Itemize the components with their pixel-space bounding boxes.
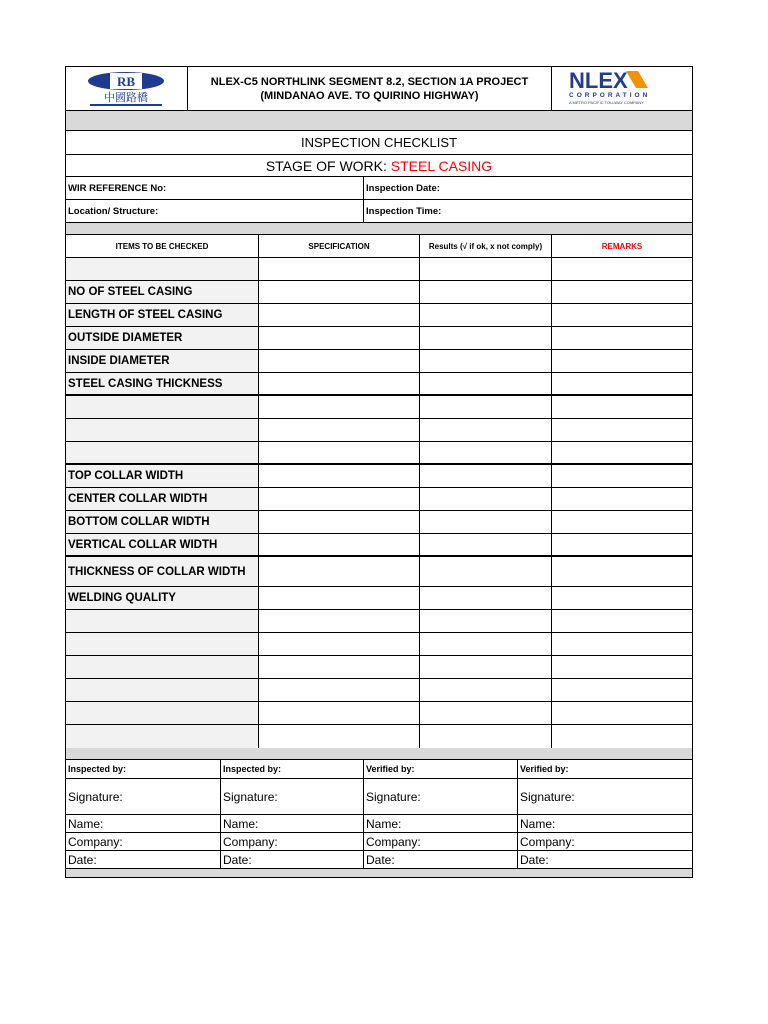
remarks-cell[interactable] (552, 656, 692, 678)
item-label: VERTICAL COLLAR WIDTH (66, 534, 259, 555)
result-cell[interactable] (420, 396, 552, 418)
stage-label: STAGE OF WORK: (265, 157, 387, 174)
rb-logo (66, 67, 188, 110)
spec-cell[interactable] (259, 281, 420, 303)
signoff-head: Verified by: (520, 764, 569, 774)
result-cell[interactable] (420, 511, 552, 533)
remarks-cell[interactable] (552, 511, 692, 533)
item-label: WELDING QUALITY (66, 587, 259, 609)
result-cell[interactable] (420, 679, 552, 701)
remarks-cell[interactable] (552, 442, 692, 463)
table-row (66, 419, 692, 442)
spec-cell[interactable] (259, 442, 420, 463)
spec-cell[interactable] (259, 350, 420, 372)
table-row (66, 488, 692, 511)
spacer-row (66, 748, 692, 760)
item-label: OUTSIDE DIAMETER (66, 327, 259, 349)
svg-text:A METRO PACIFIC TOLLWAY COMPAN: A METRO PACIFIC TOLLWAY COMPANY (569, 100, 644, 105)
result-cell[interactable] (420, 465, 552, 487)
table-row (66, 656, 692, 679)
remarks-cell[interactable] (552, 725, 692, 748)
remarks-cell[interactable] (552, 610, 692, 632)
name-field[interactable]: Name: (66, 815, 221, 832)
result-cell[interactable] (420, 442, 552, 463)
table-row (66, 702, 692, 725)
table-row (66, 396, 692, 419)
spec-cell[interactable] (259, 258, 420, 280)
page-title: INSPECTION CHECKLIST (66, 131, 692, 155)
spec-cell[interactable] (259, 511, 420, 533)
location-structure-field[interactable]: Location/ Structure: (66, 200, 364, 222)
inspection-time-field[interactable]: Inspection Time: (366, 205, 442, 217)
svg-text:中國路橋: 中國路橋 (104, 91, 148, 104)
spec-cell[interactable] (259, 419, 420, 441)
remarks-cell[interactable] (552, 419, 692, 441)
spec-cell[interactable] (259, 373, 420, 394)
remarks-cell[interactable] (552, 534, 692, 555)
remarks-cell[interactable] (552, 702, 692, 724)
info-row-1 (66, 177, 692, 200)
company-field[interactable]: Company: (364, 833, 518, 850)
result-cell[interactable] (420, 587, 552, 609)
spec-cell[interactable] (259, 534, 420, 555)
result-cell[interactable] (420, 304, 552, 326)
result-cell[interactable] (420, 350, 552, 372)
remarks-cell[interactable] (552, 587, 692, 609)
remarks-cell[interactable] (552, 465, 692, 487)
spec-cell[interactable] (259, 587, 420, 609)
spec-cell[interactable] (259, 610, 420, 632)
item-label (66, 633, 259, 655)
company-row (66, 833, 692, 851)
item-label (66, 610, 259, 632)
spec-cell[interactable] (259, 557, 420, 586)
result-cell[interactable] (420, 419, 552, 441)
remarks-cell[interactable] (552, 557, 692, 586)
table-row (66, 534, 692, 557)
result-cell[interactable] (420, 725, 552, 748)
table-row (66, 304, 692, 327)
name-field[interactable]: Name: (520, 816, 556, 831)
item-label: THICKNESS OF COLLAR WIDTH (66, 557, 259, 586)
remarks-cell[interactable] (552, 281, 692, 303)
project-line-1: NLEX-C5 NORTHLINK SEGMENT 8.2, SECTION 1A PROJECT (210, 75, 529, 88)
item-label: INSIDE DIAMETER (66, 350, 259, 372)
table-row (66, 511, 692, 534)
table-row (66, 725, 692, 748)
table-row (66, 373, 692, 396)
item-label (66, 725, 259, 748)
project-line-2: (MINDANAO AVE. TO QUIRINO HIGHWAY) (260, 89, 479, 102)
result-cell[interactable] (420, 702, 552, 724)
svg-text:RB: RB (116, 74, 136, 89)
table-row (66, 327, 692, 350)
remarks-cell[interactable] (552, 350, 692, 372)
spec-cell[interactable] (259, 396, 420, 418)
stage-of-work (66, 155, 692, 177)
item-label: BOTTOM COLLAR WIDTH (66, 511, 259, 533)
result-cell[interactable] (420, 610, 552, 632)
table-row (66, 281, 692, 304)
table-row (66, 350, 692, 373)
item-label (66, 679, 259, 701)
item-label: NO OF STEEL CASING (66, 281, 259, 303)
table-row (66, 679, 692, 702)
spec-cell[interactable] (259, 633, 420, 655)
spec-cell[interactable] (259, 702, 420, 724)
remarks-cell[interactable] (552, 679, 692, 701)
spacer-row (66, 111, 692, 131)
signature-field[interactable]: Signature: (221, 779, 364, 814)
signoff-head: Inspected by: (66, 760, 221, 778)
signature-row (66, 779, 692, 815)
table-row (66, 587, 692, 610)
item-label (66, 442, 259, 463)
date-field[interactable]: Date: (520, 852, 549, 867)
item-label: LENGTH OF STEEL CASING (66, 304, 259, 326)
table-header (66, 235, 692, 258)
spacer-row (66, 223, 692, 235)
table-row (66, 610, 692, 633)
wir-reference-field[interactable]: WIR REFERENCE No: (66, 177, 364, 199)
table-row (66, 442, 692, 465)
item-label: TOP COLLAR WIDTH (66, 465, 259, 487)
spec-cell[interactable] (259, 488, 420, 510)
result-cell[interactable] (420, 557, 552, 586)
item-label (66, 419, 259, 441)
name-field[interactable]: Name: (364, 815, 518, 832)
table-row (66, 258, 692, 281)
name-field[interactable]: Name: (221, 815, 364, 832)
item-label (66, 396, 259, 418)
date-field[interactable]: Date: (364, 851, 518, 868)
name-row (66, 815, 692, 833)
signoff-head: Inspected by: (221, 760, 364, 778)
remarks-cell[interactable] (552, 633, 692, 655)
nlex-logo (552, 67, 692, 110)
item-label (66, 656, 259, 678)
result-cell[interactable] (420, 656, 552, 678)
col-remarks: REMARKS (601, 241, 643, 251)
inspection-date-field[interactable]: Inspection Date: (366, 182, 440, 194)
date-field[interactable]: Date: (221, 851, 364, 868)
signoff-headers (66, 760, 692, 779)
item-label (66, 258, 259, 280)
info-row-2 (66, 200, 692, 223)
col-items: ITEMS TO BE CHECKED (66, 235, 259, 257)
nlex-logo-icon (552, 67, 691, 110)
spec-cell[interactable] (259, 465, 420, 487)
checklist-rows (66, 258, 692, 748)
spacer-row (66, 869, 692, 877)
spec-cell[interactable] (259, 327, 420, 349)
item-label: CENTER COLLAR WIDTH (66, 488, 259, 510)
table-row (66, 557, 692, 587)
item-label: STEEL CASING THICKNESS (66, 373, 259, 394)
col-specification: SPECIFICATION (259, 235, 420, 257)
table-row (66, 465, 692, 488)
remarks-cell[interactable] (552, 258, 692, 280)
date-field[interactable]: Date: (66, 851, 221, 868)
remarks-cell[interactable] (552, 327, 692, 349)
spec-cell[interactable] (259, 656, 420, 678)
company-field[interactable]: Company: (221, 833, 364, 850)
table-row (66, 633, 692, 656)
result-cell[interactable] (420, 327, 552, 349)
spec-cell[interactable] (259, 725, 420, 748)
item-label (66, 702, 259, 724)
remarks-cell[interactable] (552, 396, 692, 418)
result-cell[interactable] (420, 281, 552, 303)
project-title (188, 67, 552, 110)
company-field[interactable]: Company: (66, 833, 221, 850)
stage-value: STEEL CASING (390, 157, 493, 174)
remarks-cell[interactable] (552, 304, 692, 326)
rb-logo-icon (66, 67, 187, 110)
signature-field[interactable]: Signature: (66, 779, 221, 814)
signoff-head: Verified by: (364, 760, 518, 778)
result-cell[interactable] (420, 258, 552, 280)
col-results: Results (√ if ok, x not comply) (420, 235, 552, 257)
date-row (66, 851, 692, 869)
remarks-cell[interactable] (552, 373, 692, 394)
signature-field[interactable]: Signature: (364, 779, 518, 814)
spec-cell[interactable] (259, 679, 420, 701)
company-field[interactable]: Company: (520, 834, 575, 849)
result-cell[interactable] (420, 534, 552, 555)
inspection-sheet (65, 66, 693, 878)
result-cell[interactable] (420, 488, 552, 510)
result-cell[interactable] (420, 633, 552, 655)
spec-cell[interactable] (259, 304, 420, 326)
signature-field[interactable]: Signature: (520, 789, 575, 804)
svg-text:NLEX: NLEX (569, 68, 628, 93)
svg-text:CORPORATION: CORPORATION (569, 92, 651, 99)
result-cell[interactable] (420, 373, 552, 394)
header-row (66, 67, 692, 111)
remarks-cell[interactable] (552, 488, 692, 510)
